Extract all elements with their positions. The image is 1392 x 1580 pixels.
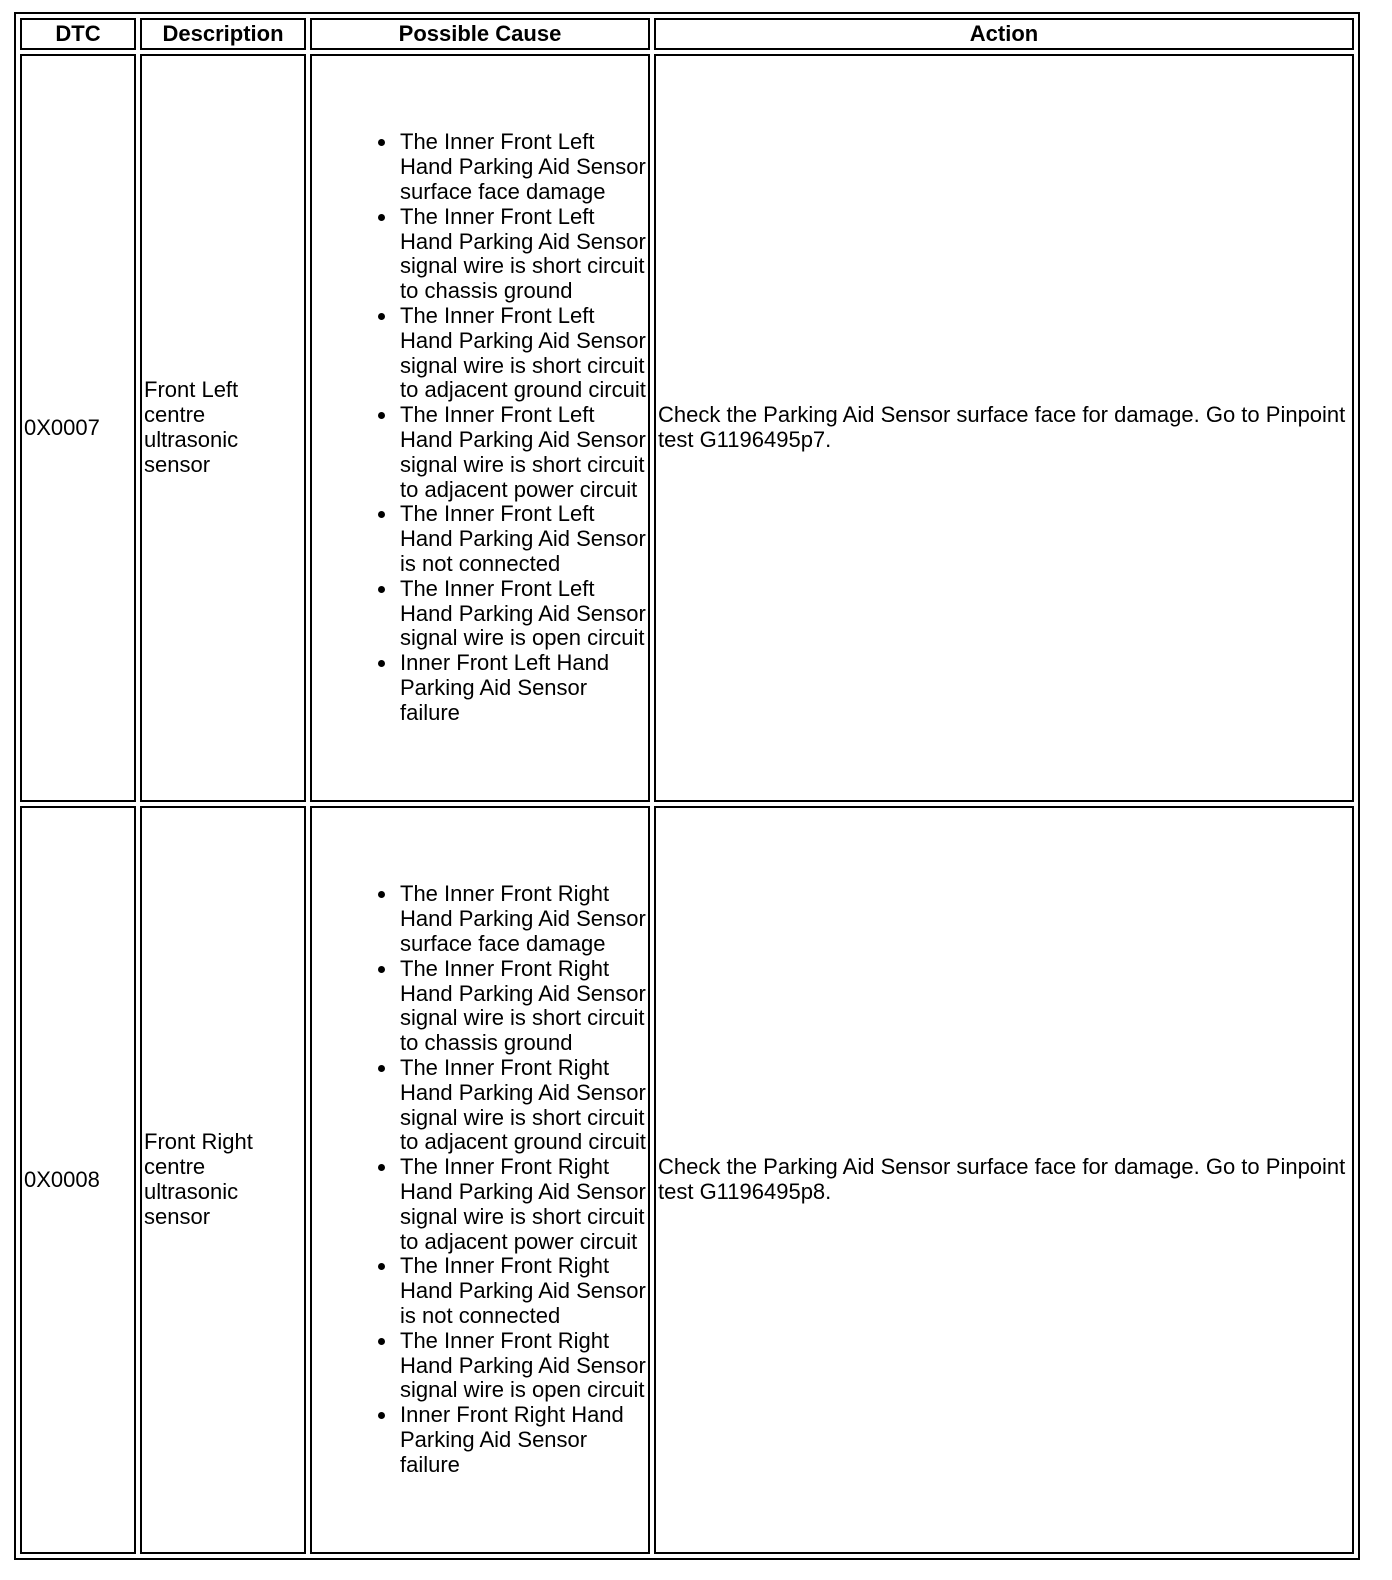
cause-item: • Inner Front Right Hand Parking Aid Sensor failure [398,1403,646,1477]
cause-item: • The Inner Front Left Hand Parking Aid Sensor signal wire is short circuit to chassis ground [398,205,646,304]
table-row-0x0007 [20,54,1354,802]
cause-item: • The Inner Front Right Hand Parking Aid Sensor is not connected [398,1254,646,1328]
cause-item: • The Inner Front Right Hand Parking Aid Sensor signal wire is short circuit to adjacent power circuit [398,1155,646,1254]
table-row-0x0008 [20,806,1354,1554]
cause-item: • Inner Front Left Hand Parking Aid Sensor failure [398,651,646,725]
dtc-table [14,12,1360,1560]
cause-item: • The Inner Front Right Hand Parking Aid Sensor surface face damage [398,882,646,956]
header-possible-cause: Possible Cause [310,18,650,50]
cause-item: • The Inner Front Left Hand Parking Aid Sensor signal wire is short circuit to adjacent ground circuit [398,304,646,403]
possible-cause-cell [310,806,650,1554]
header-description: Description [140,18,306,50]
header-action: Action [654,18,1354,50]
cause-item: • The Inner Front Left Hand Parking Aid Sensor is not connected [398,502,646,576]
dtc-description: Front Left centre ultrasonic sensor [140,54,306,802]
dtc-code: 0X0008 [20,806,136,1554]
cause-item: • The Inner Front Right Hand Parking Aid Sensor signal wire is short circuit to adjacent ground circuit [398,1056,646,1155]
cause-item: • The Inner Front Right Hand Parking Aid Sensor signal wire is short circuit to chassis ground [398,957,646,1056]
cause-item: • The Inner Front Left Hand Parking Aid Sensor signal wire is open circuit [398,577,646,651]
dtc-description: Front Right centre ultrasonic sensor [140,806,306,1554]
document-page [14,12,1360,1560]
cause-list [314,882,646,1477]
cause-item: • The Inner Front Right Hand Parking Aid Sensor signal wire is open circuit [398,1329,646,1403]
cause-list [314,130,646,725]
cause-item: • The Inner Front Left Hand Parking Aid Sensor signal wire is short circuit to adjacent power circuit [398,403,646,502]
header-row [20,18,1354,50]
dtc-code: 0X0007 [20,54,136,802]
dtc-action: Check the Parking Aid Sensor surface face for damage. Go to Pinpoint test G1196495p8. [654,806,1354,1554]
dtc-action: Check the Parking Aid Sensor surface face for damage. Go to Pinpoint test G1196495p7. [654,54,1354,802]
cause-item: • The Inner Front Left Hand Parking Aid Sensor surface face damage [398,130,646,204]
header-dtc: DTC [20,18,136,50]
possible-cause-cell [310,54,650,802]
